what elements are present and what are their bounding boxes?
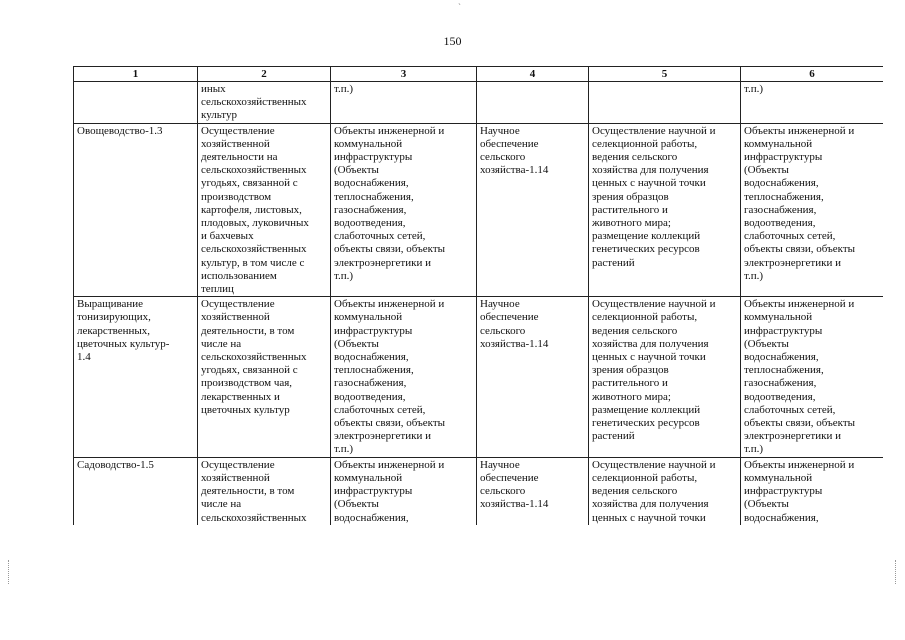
table-cell: Научное обеспечение сельского хозяйства-1.14 <box>477 297 589 457</box>
header-cell: 1 <box>74 67 198 82</box>
table-cell: Осуществление научной и селекционной работы, ведения сельского хозяйства для получения ценных с научной точки зрения образцов растительного и животного мира; размещение коллекций генетических ресурсов растений <box>589 297 741 457</box>
header-cell: 2 <box>198 67 331 82</box>
table-cell: Объекты инженерной и коммунальной инфраструктуры (Объекты водоснабжения, теплоснабжения, газоснабжения, водоотведения, слаботочных сетей, объекты связи, объекты электроэнергетики и т.п.) <box>741 123 884 297</box>
table-cell: Осуществление хозяйственной деятельности на сельскохозяйственных угодьях, связанной с производством картофеля, листовых, плодовых, луковичных и бахчевых сельскохозяйственных культур, в том числе с использованием теплиц <box>198 123 331 297</box>
scan-mark: ` <box>458 2 461 12</box>
table-cell: Осуществление хозяйственной деятельности, в том числе на сельскохозяйственных <box>198 457 331 525</box>
table-cell: т.п.) <box>331 82 477 124</box>
table-cell: Выращивание тонизирующих, лекарственных, цветочных культур- 1.4 <box>74 297 198 457</box>
table-cell: т.п.) <box>741 82 884 124</box>
header-cell: 4 <box>477 67 589 82</box>
scan-edge-mark-right <box>895 560 897 584</box>
table-cell: Объекты инженерной и коммунальной инфраструктуры (Объекты водоснабжения, теплоснабжения, газоснабжения, водоотведения, слаботочных сетей, объекты связи, объекты электроэнергетики и т.п.) <box>741 297 884 457</box>
land-use-table <box>73 66 883 525</box>
header-cell: 3 <box>331 67 477 82</box>
table-cell <box>74 82 198 124</box>
scan-edge-mark-left <box>8 560 10 584</box>
table-cell: Садоводство-1.5 <box>74 457 198 525</box>
table-cell <box>477 82 589 124</box>
table-cell: Научное обеспечение сельского хозяйства-1.14 <box>477 123 589 297</box>
table-cell: Объекты инженерной и коммунальной инфраструктуры (Объекты водоснабжения, <box>741 457 884 525</box>
header-cell: 6 <box>741 67 884 82</box>
table-cell: Объекты инженерной и коммунальной инфраструктуры (Объекты водоснабжения, теплоснабжения, газоснабжения, водоотведения, слаботочных сетей, объекты связи, объекты электроэнергетики и т.п.) <box>331 297 477 457</box>
header-cell: 5 <box>589 67 741 82</box>
table-cell: Овощеводство-1.3 <box>74 123 198 297</box>
table-cell: Объекты инженерной и коммунальной инфраструктуры (Объекты водоснабжения, <box>331 457 477 525</box>
document-table-frame <box>73 66 883 551</box>
table-cell: иных сельскохозяйственных культур <box>198 82 331 124</box>
page-number: 150 <box>443 34 462 48</box>
table-cell: Осуществление хозяйственной деятельности, в том числе на сельскохозяйственных угодьях, связанной с производством чая, лекарственных и цветочных культур <box>198 297 331 457</box>
table-cell: Объекты инженерной и коммунальной инфраструктуры (Объекты водоснабжения, теплоснабжения, газоснабжения, водоотведения, слаботочных сетей, объекты связи, объекты электроэнергетики и т.п.) <box>331 123 477 297</box>
table-row <box>74 123 884 297</box>
table-cell <box>589 82 741 124</box>
table-row <box>74 457 884 525</box>
table-cell: Осуществление научной и селекционной работы, ведения сельского хозяйства для получения ценных с научной точки <box>589 457 741 525</box>
table-row <box>74 297 884 457</box>
header-row <box>74 67 884 82</box>
table-cell: Научное обеспечение сельского хозяйства-1.14 <box>477 457 589 525</box>
table-cell: Осуществление научной и селекционной работы, ведения сельского хозяйства для получения ценных с научной точки зрения образцов растительного и животного мира; размещение коллекций генетических ресурсов растений <box>589 123 741 297</box>
table-row <box>74 82 884 124</box>
